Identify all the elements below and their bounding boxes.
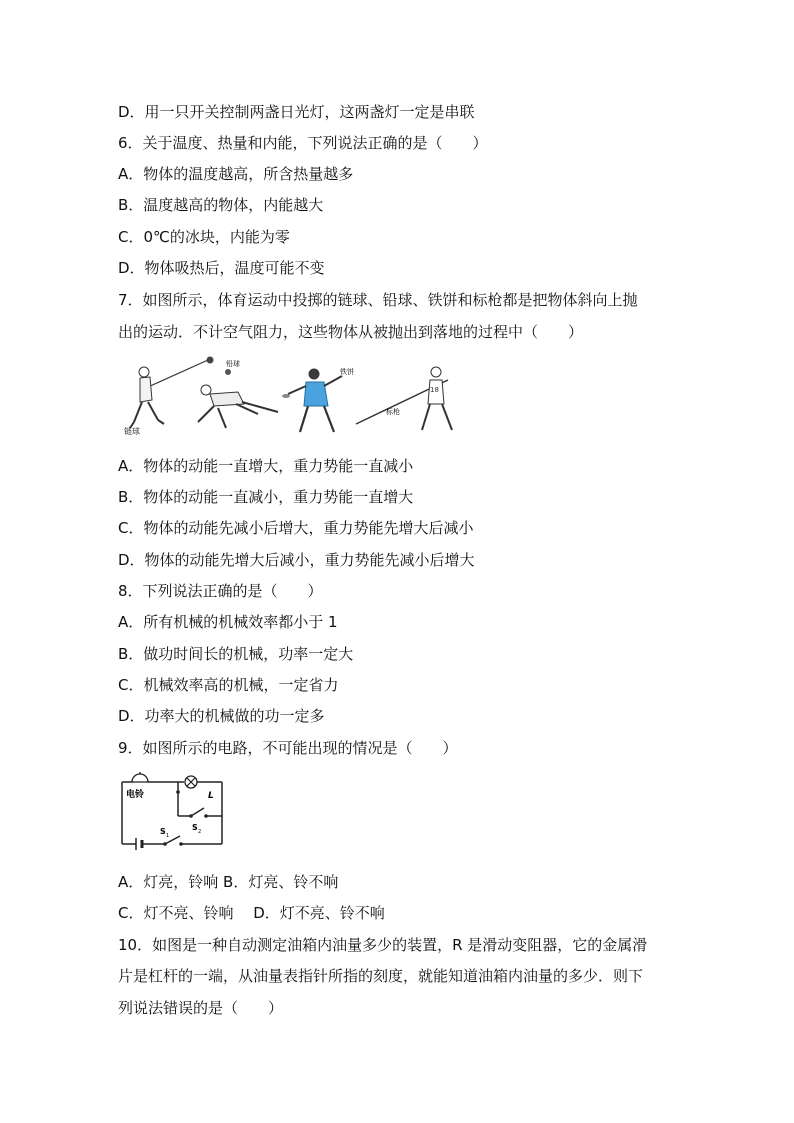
- option-c: C．物体的动能先减小后增大，重力势能先增大后减小: [118, 519, 474, 537]
- label-bell: 电铃: [126, 790, 145, 800]
- question-6: 6．关于温度、热量和内能，下列说法正确的是（ ）: [118, 134, 488, 152]
- svg-text:18: 18: [430, 386, 439, 394]
- option-d: D．物体的动能先增大后减小，重力势能先减小后增大: [118, 551, 475, 569]
- option-b: B．做功时间长的机械，功率一定大: [118, 645, 354, 663]
- label-s2: S: [192, 823, 198, 832]
- option-a: A．物体的温度越高，所含热量越多: [118, 165, 354, 183]
- option-d: D．物体吸热后，温度可能不变: [118, 259, 325, 277]
- question-10: 10．如图是一种自动测定油箱内油量多少的装置，R 是滑动变阻器，它的金属滑: [118, 936, 648, 954]
- options-row-1: A．灯亮，铃响 B．灯亮、铃不响: [118, 873, 339, 891]
- question-8: 8．下列说法正确的是（ ）: [118, 582, 323, 600]
- question-10-cont: 片是杠杆的一端，从油量表指针所指的刻度，就能知道油箱内油量的多少．则下: [118, 967, 644, 985]
- label-s1: S: [160, 827, 166, 836]
- label-hammer: 链球: [124, 427, 140, 436]
- sports-throwing-figure: [118, 352, 466, 440]
- option-b: B．温度越高的物体，内能越大: [118, 196, 324, 214]
- question-7-cont: 出的运动．不计空气阻力，这些物体从被抛出到落地的过程中（ ）: [118, 323, 584, 341]
- option-d: D．功率大的机械做的功一定多: [118, 707, 325, 725]
- label-javelin: 标枪: [386, 408, 400, 416]
- label-s1-sub: 1: [166, 833, 170, 839]
- question-10-cont: 列说法错误的是（ ）: [118, 999, 284, 1017]
- text-line: D．用一只开关控制两盏日光灯，这两盏灯一定是串联: [118, 103, 475, 121]
- circuit-diagram-figure: [118, 768, 230, 858]
- options-row-2: C．灯不亮、铃响 D．灯不亮、铃不响: [118, 904, 385, 922]
- option-c: C．0℃的冰块，内能为零: [118, 228, 290, 246]
- label-discus: 铁饼: [340, 368, 354, 376]
- label-s2-sub: 2: [198, 829, 202, 835]
- option-a: A．所有机械的机械效率都小于 1: [118, 613, 338, 631]
- question-7: 7．如图所示，体育运动中投掷的链球、铅球、铁饼和标枪都是把物体斜向上抛: [118, 291, 638, 309]
- option-c: C．机械效率高的机械，一定省力: [118, 676, 339, 694]
- label-lamp: L: [208, 791, 214, 801]
- option-b: B．物体的动能一直减小，重力势能一直增大: [118, 488, 414, 506]
- label-shot: 铅球: [226, 360, 240, 368]
- option-a: A．物体的动能一直增大，重力势能一直减小: [118, 457, 414, 475]
- question-9: 9．如图所示的电路，不可能出现的情况是（ ）: [118, 739, 458, 757]
